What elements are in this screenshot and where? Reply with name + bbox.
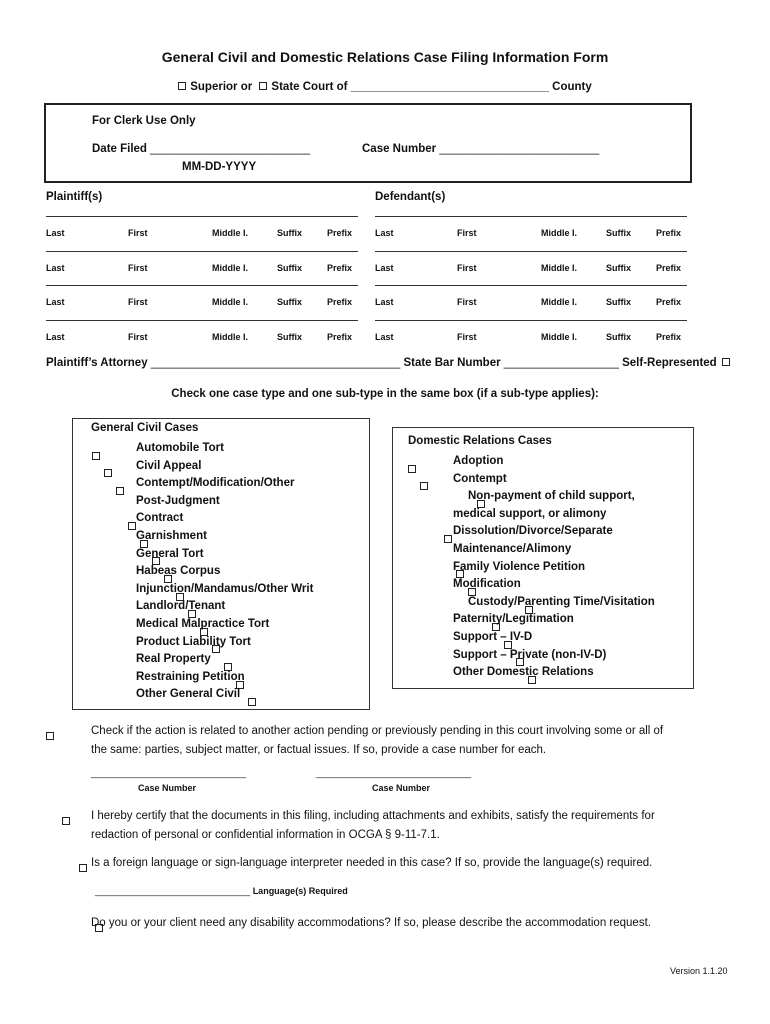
version-label: Version 1.1.20 <box>670 966 728 976</box>
plaintiff-name-line-2[interactable] <box>46 251 358 252</box>
clerk-use-heading: For Clerk Use Only <box>92 115 196 127</box>
plaintiff-column-label: Prefix <box>327 297 353 307</box>
plaintiff-column-label: Last <box>46 297 65 307</box>
defendant-column-label: Last <box>375 228 394 238</box>
defendant-column-label: Suffix <box>606 332 632 342</box>
defendant-column-label: First <box>457 228 477 238</box>
domestic-relations-heading: Domestic Relations Cases <box>408 435 552 447</box>
related-case-label-1: Case Number <box>138 783 197 793</box>
defendants-heading: Defendant(s) <box>375 191 446 203</box>
general_civil-checkbox-14[interactable] <box>248 698 256 706</box>
plaintiff-column-label: Prefix <box>327 332 353 342</box>
state-court-label: State Court of <box>271 81 348 93</box>
domestic-item-label: Support – Private (non-IV-D) <box>453 648 607 661</box>
case-number-row <box>362 143 599 155</box>
general_civil-item-label: Habeas Corpus <box>136 565 221 578</box>
bar-number-field[interactable]: __________________ <box>503 357 619 369</box>
general_civil-item-label: Medical Malpractice Tort <box>136 618 270 630</box>
language-label: Language(s) Required <box>252 886 348 896</box>
redaction-certify-checkbox[interactable] <box>62 817 70 825</box>
plaintiff-column-label: Suffix <box>277 297 303 307</box>
related-case-label-2: Case Number <box>372 783 431 793</box>
plaintiff-column-label: Suffix <box>277 228 303 238</box>
general_civil-item-label: General Tort <box>136 547 204 560</box>
attorney-row <box>46 357 734 369</box>
interpreter-text: Is a foreign language or sign-language interpreter needed in this case? If so, provide the language(s) required. <box>91 857 653 869</box>
related-action-checkbox[interactable] <box>46 732 54 740</box>
plaintiff-column-label: Middle I. <box>212 228 248 238</box>
plaintiff-column-label: Middle I. <box>212 332 248 342</box>
domestic-checkbox-1[interactable] <box>420 482 428 490</box>
self-represented-label: Self-Represented <box>622 357 717 369</box>
attorney-field[interactable]: _______________________________________ <box>150 357 401 369</box>
domestic-item-label: Other Domestic Relations <box>453 666 594 679</box>
domestic-item-label: Family Violence Petition <box>453 560 586 573</box>
attorney-label: Plaintiff’s Attorney <box>46 357 148 369</box>
plaintiff-name-line-3[interactable] <box>46 285 358 286</box>
defendant-column-label: First <box>457 263 477 273</box>
related-action-line-2: the same: parties, subject matter, or factual issues. If so, provide a case number for each. <box>91 744 547 756</box>
defendant-name-line-2[interactable] <box>375 251 687 252</box>
domestic-checkbox-0[interactable] <box>408 465 416 473</box>
interpreter-checkbox[interactable] <box>79 864 87 872</box>
superior-court-checkbox[interactable] <box>178 82 186 90</box>
defendant-column-label: Last <box>375 332 394 342</box>
defendant-column-label: First <box>457 297 477 307</box>
general-civil-heading: General Civil Cases <box>91 422 199 434</box>
defendant-column-label: Middle I. <box>541 332 577 342</box>
defendant-name-line-3[interactable] <box>375 285 687 286</box>
defendant-name-line-1[interactable] <box>375 216 687 217</box>
date-filed-label: Date Filed <box>92 143 147 155</box>
language-field[interactable]: _______________________________ <box>95 886 251 896</box>
domestic-checkbox-4[interactable] <box>444 535 452 543</box>
domestic-item-label: Adoption <box>453 455 504 467</box>
court-selection <box>0 81 770 93</box>
related-case-field-1[interactable]: _______________________________ <box>91 768 247 778</box>
domestic-item-label: Non-payment of child support, <box>468 490 635 503</box>
defendant-name-line-4[interactable] <box>375 320 687 321</box>
plaintiffs-heading: Plaintiff(s) <box>46 191 103 203</box>
domestic-item-label: medical support, or alimony <box>453 507 607 520</box>
date-format: MM-DD-YYYY <box>182 161 257 173</box>
clerk-use-box <box>44 103 692 183</box>
plaintiff-column-label: First <box>128 297 148 307</box>
general_civil-item-label: Landlord/Tenant <box>136 600 226 613</box>
defendant-column-label: Prefix <box>656 263 682 273</box>
related-action-line-1: Check if the action is related to another action pending or previously pending in this court involving some or all of <box>91 725 664 737</box>
general_civil-checkbox-0[interactable] <box>92 452 100 460</box>
plaintiff-column-label: Suffix <box>277 332 303 342</box>
general_civil-item-label: Contempt/Modification/Other <box>136 477 295 490</box>
domestic-item-label: Paternity/Legitimation <box>453 613 574 626</box>
general_civil-item-label: Real Property <box>136 653 211 666</box>
county-field[interactable]: _______________________________ <box>350 81 549 93</box>
general_civil-item-label: Product Liability Tort <box>136 635 251 648</box>
general_civil-checkbox-4[interactable] <box>128 522 136 530</box>
defendant-column-label: Prefix <box>656 332 682 342</box>
redaction-certify-line-2: redaction of personal or confidential information in OCGA § 9-11-7.1. <box>91 829 440 841</box>
self-represented-checkbox[interactable] <box>722 358 730 366</box>
general_civil-item-label: Injunction/Mandamus/Other Writ <box>136 582 314 595</box>
general_civil-item-label: Civil Appeal <box>136 459 202 472</box>
plaintiff-column-label: First <box>128 263 148 273</box>
domestic-item-label: Custody/Parenting Time/Visitation <box>468 595 655 608</box>
general_civil-item-label: Contract <box>136 512 184 525</box>
case-number-field[interactable]: _________________________ <box>439 143 600 155</box>
plaintiff-column-label: Middle I. <box>212 297 248 307</box>
state-court-checkbox[interactable] <box>259 82 267 90</box>
defendant-column-label: Suffix <box>606 263 632 273</box>
domestic-item-label: Contempt <box>453 472 507 485</box>
defendant-column-label: Middle I. <box>541 297 577 307</box>
defendant-column-label: Middle I. <box>541 263 577 273</box>
plaintiff-column-label: Prefix <box>327 228 353 238</box>
general-civil-box <box>72 418 370 710</box>
redaction-certify-line-1: I hereby certify that the documents in this filing, including attachments and exhibits, satisfy the requirements for <box>91 810 655 822</box>
defendant-column-label: Last <box>375 263 394 273</box>
general_civil-item-label: Post-Judgment <box>136 494 220 507</box>
case-number-label: Case Number <box>362 143 437 155</box>
redaction-certify-text <box>91 807 731 845</box>
plaintiff-column-label: Last <box>46 228 65 238</box>
defendant-column-label: Suffix <box>606 297 632 307</box>
plaintiff-column-label: Prefix <box>327 263 353 273</box>
domestic-item-label: Maintenance/Alimony <box>453 543 572 555</box>
general_civil-item-label: Garnishment <box>136 530 207 542</box>
date-filed-field[interactable]: _________________________ <box>150 143 311 155</box>
general_civil-item-label: Automobile Tort <box>136 442 224 454</box>
general_civil-checkbox-12[interactable] <box>224 663 232 671</box>
plaintiff-column-label: Middle I. <box>212 263 248 273</box>
language-row <box>95 886 348 896</box>
superior-court-label: Superior or <box>190 81 253 93</box>
domestic-item-label: Dissolution/Divorce/Separate <box>453 525 613 538</box>
plaintiff-name-line-1[interactable] <box>46 216 358 217</box>
county-label: County <box>552 81 592 93</box>
defendant-column-label: First <box>457 332 477 342</box>
general_civil-item-label: Other General Civil <box>136 688 241 701</box>
defendant-column-label: Last <box>375 297 394 307</box>
plaintiff-name-line-4[interactable] <box>46 320 358 321</box>
plaintiff-column-label: Last <box>46 332 65 342</box>
defendant-column-label: Prefix <box>656 228 682 238</box>
bar-number-label: State Bar Number <box>403 357 501 369</box>
domestic-relations-box <box>392 427 694 689</box>
plaintiff-column-label: Last <box>46 263 65 273</box>
related-case-field-2[interactable]: _______________________________ <box>316 768 472 778</box>
case-type-instruction: Check one case type and one sub-type in the same box (if a sub-type applies): <box>171 388 599 400</box>
defendant-column-label: Prefix <box>656 297 682 307</box>
general_civil-item-label: Restraining Petition <box>136 670 245 683</box>
defendant-column-label: Middle I. <box>541 228 577 238</box>
general_civil-checkbox-1[interactable] <box>104 469 112 477</box>
disability-text: Do you or your client need any disability accommodations? If so, please describe the accommodation request. <box>91 917 651 929</box>
related-action-text <box>91 722 731 760</box>
general_civil-checkbox-2[interactable] <box>116 487 124 495</box>
domestic-item-label: Modification <box>453 578 521 591</box>
date-filed-row <box>92 143 310 155</box>
plaintiff-column-label: First <box>128 332 148 342</box>
domestic-item-label: Support – IV-D <box>453 631 533 643</box>
plaintiff-column-label: Suffix <box>277 263 303 273</box>
plaintiff-column-label: First <box>128 228 148 238</box>
defendant-column-label: Suffix <box>606 228 632 238</box>
form-title: General Civil and Domestic Relations Case Filing Information Form <box>161 49 609 65</box>
